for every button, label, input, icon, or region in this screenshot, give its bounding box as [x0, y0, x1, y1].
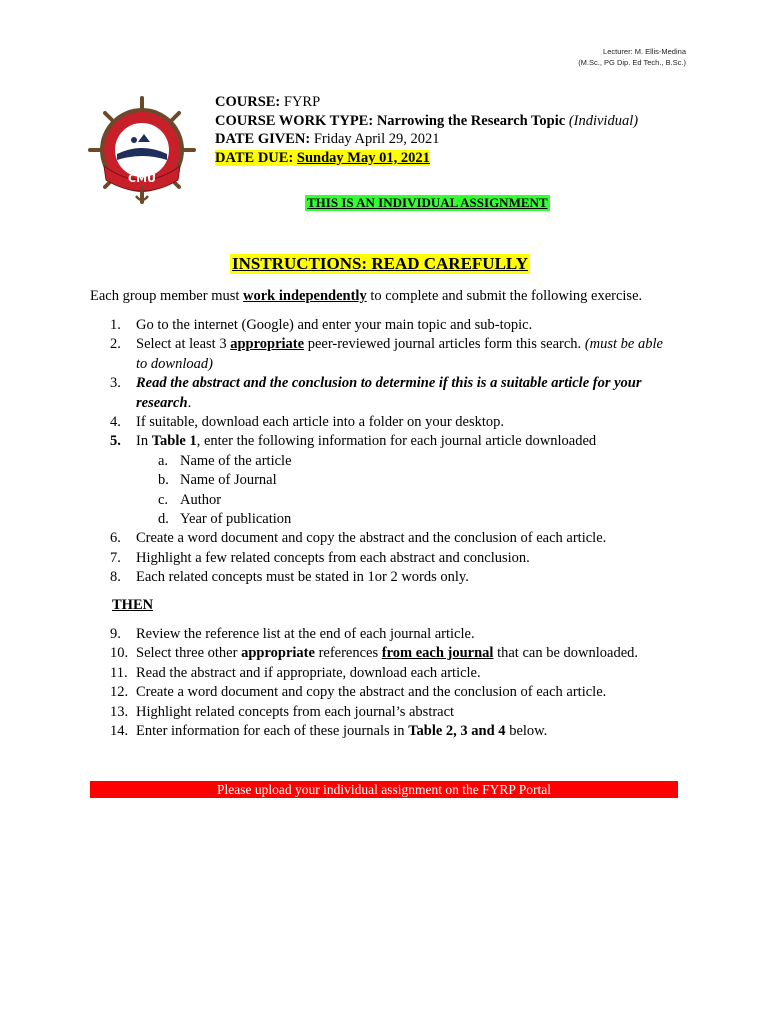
upload-banner: Please upload your individual assignment on the FYRP Portal	[90, 781, 678, 798]
sub-item: a. Name of the article	[158, 452, 292, 469]
sub-item: b. Name of Journal	[158, 472, 277, 489]
list-item: 7. Highlight a few related concepts from each abstract and conclusion.	[110, 549, 530, 566]
lecturer-credentials: (M.Sc., PG Dip. Ed Tech., B.Sc.)	[578, 58, 686, 67]
list-item: 4. If suitable, download each article into a folder on your desktop.	[110, 414, 505, 431]
course-work-type-line: COURSE WORK TYPE: Narrowing the Research Topic (Individual)	[215, 112, 639, 129]
sub-item: d. Year of publication	[158, 511, 292, 528]
list-item: 12. Create a word document and copy the abstract and the conclusion of each article.	[110, 684, 607, 701]
list-item: 1. Go to the internet (Google) and enter your main topic and sub-topic.	[110, 317, 533, 333]
steps-list	[110, 316, 670, 588]
steps-list-2	[110, 625, 690, 741]
list-item: 14. Enter information for each of these journals in Table 2, 3 and 4 below.	[110, 723, 548, 740]
lecturer-name: Lecturer: M. Ellis-Medina	[603, 47, 686, 56]
then-heading: THEN	[112, 597, 154, 613]
logo-initials: CMU	[128, 172, 156, 185]
list-item: 10. Select three other appropriate references from each journal that can be downloaded.	[110, 645, 638, 662]
list-item: 6. Create a word document and copy the abstract and the conclusion of each article.	[110, 530, 607, 547]
course-line: COURSE: FYRP	[215, 94, 321, 110]
list-item: 2. Select at least 3 appropriate peer-reviewed journal articles form this search. (must be able to download)	[110, 336, 663, 372]
list-item: 13. Highlight related concepts from each journal’s abstract	[110, 703, 455, 720]
list-item: 8. Each related concepts must be stated in 1or 2 words only.	[110, 569, 469, 586]
date-given-line: DATE GIVEN: Friday April 29, 2021	[215, 131, 440, 147]
date-due-line: DATE DUE: Sunday May 01, 2021	[215, 149, 430, 166]
sub-item: c. Author	[158, 491, 222, 508]
intro-paragraph: Each group member must work independently to complete and submit the following exercise.	[90, 288, 643, 304]
university-logo	[86, 94, 198, 206]
list-item: 9. Review the reference list at the end of each journal article.	[110, 626, 475, 642]
list-item: 11. Read the abstract and if appropriate, download each article.	[110, 664, 481, 681]
individual-assignment-notice: THIS IS AN INDIVIDUAL ASSIGNMENT	[307, 195, 548, 210]
lecturer-info	[578, 46, 686, 68]
list-item: 5. In Table 1, enter the following information for each journal article downloaded	[110, 433, 597, 450]
instructions-title: INSTRUCTIONS: READ CAREFULLY	[232, 254, 528, 273]
list-item: 3. Read the abstract and the conclusion to determine if this is a suitable article for your research.	[110, 375, 642, 411]
course-details	[215, 93, 638, 167]
